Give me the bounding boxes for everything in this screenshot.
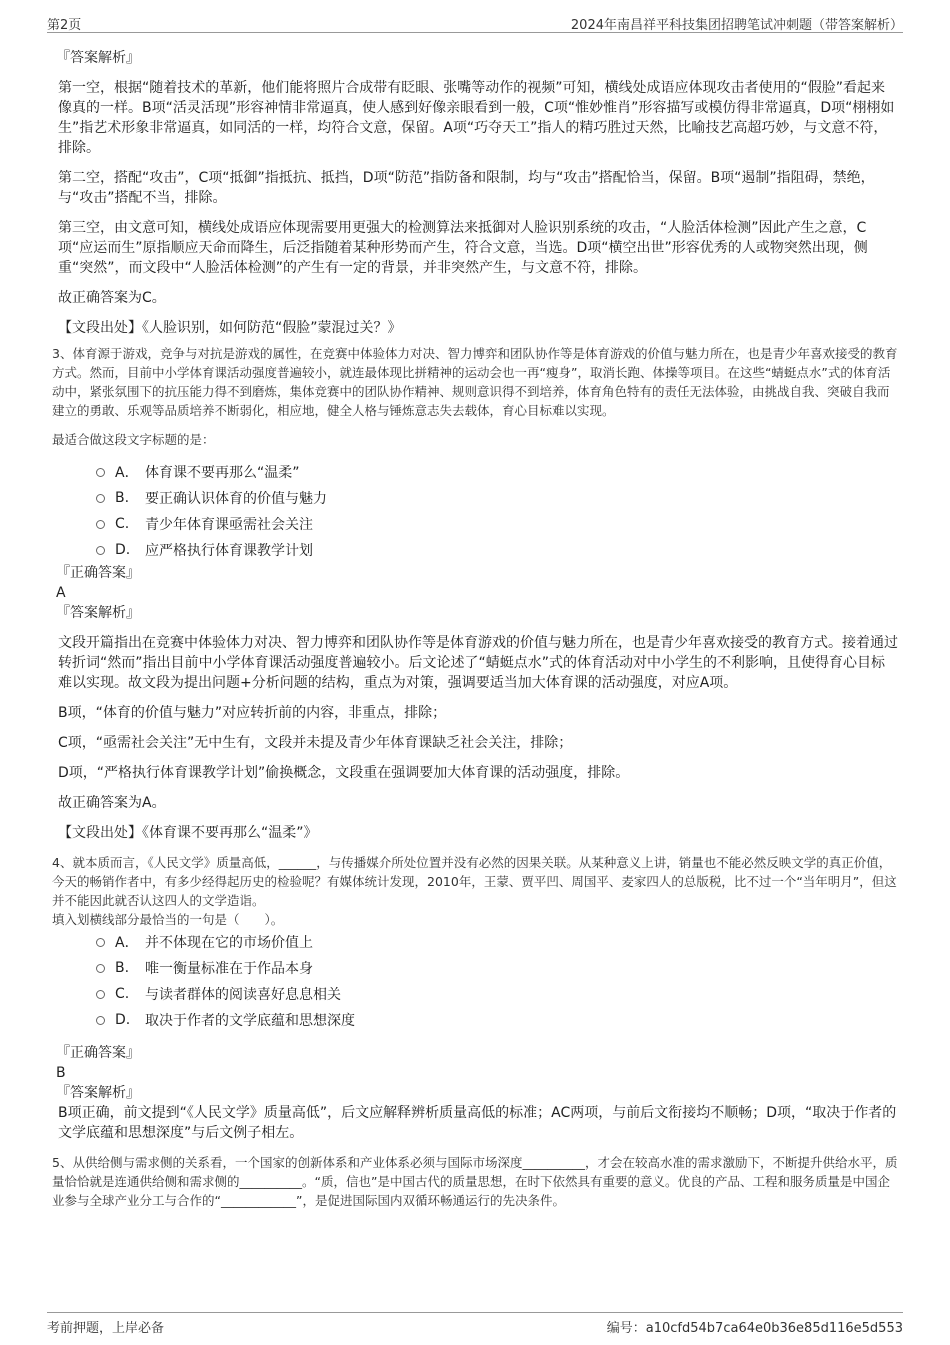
footer-slogan: 考前押题，上岸必备 (47, 1321, 165, 1336)
q3-analysis-label: 『答案解析』 (56, 605, 140, 621)
q4-analysis (58, 1103, 898, 1143)
q4-option-d[interactable] (96, 1007, 898, 1033)
q3-option-a[interactable] (96, 459, 898, 485)
q4-option-b[interactable] (96, 955, 898, 981)
option-letter: B. (115, 490, 130, 506)
option-letter: A． (115, 465, 139, 481)
q3-answer: A (56, 585, 66, 601)
option-text: 取决于作者的文学底蕴和思想深度 (145, 1013, 355, 1029)
q3-option-b[interactable] (96, 485, 898, 511)
option-letter: B. (115, 960, 130, 976)
option-text: 唯一衡量标准在于作品本身 (145, 961, 313, 977)
q4-stem (52, 853, 898, 929)
q4-stem-after: ，与传播媒介所处位置并没有必然的因果关联。从某种意义上讲，销量也不能必然反映文学的真正价值，今天的畅销作者中，有多少经得起历史的检验呢？有媒体统计发现，2010年，王蒙、贾平凹、周国平、麦家四人的总版税，比不过一个“当年明月”，但这并不能因此就否认这四人的文学造诣。 (52, 855, 897, 908)
option-text: 应严格执行体育课教学计划 (145, 543, 313, 559)
q2-analysis (58, 78, 898, 338)
radio-icon[interactable] (96, 468, 105, 477)
q4-analysis-label: 『答案解析』 (56, 1085, 140, 1101)
page-number: 第2页 (47, 18, 82, 33)
q3-stem-text: 3、体育源于游戏，竞争与对抗是游戏的属性，在竞赛中体验体力对决、智力博弈和团队协作等是体育游戏的价值与魅力所在，也是青少年喜欢接受的教育方式。然而，目前中小学体育课活动强度普遍较小，就连最体现比拼精神的运动会也一再“瘦身”，取消长跑、体操等项目。在这些“蜻蜓点水”式的体育活动中，紧张氛围下的抗压能力得不到磨炼，集体竞赛中的团队协作精神、规则意识得不到培养，体育角色特有的责任无法体验，由挑战自我、突破自我而建立的勇敢、乐观等品质培养不断弱化，相应地，健全人格与锤炼意志失去载体，育心目标难以实现。 (52, 346, 898, 418)
radio-icon[interactable] (96, 990, 105, 999)
q3-option-d[interactable] (96, 537, 898, 563)
option-letter: C. (115, 516, 130, 532)
q4-answer-label: 『正确答案』 (56, 1045, 140, 1061)
q5-part2: ，才会在较高水准的需求激励下，不断提升供给水平，质量恰恰就是连通供给侧和需求侧的 (52, 1155, 898, 1189)
q4-prompt: 填入划横线部分最恰当的一句是（ ）。 (52, 912, 284, 927)
q4-option-c[interactable] (96, 981, 898, 1007)
page-header (47, 12, 903, 33)
radio-icon[interactable] (96, 938, 105, 947)
q3-source: 【文段出处】《体育课不要再那么“温柔”》 (58, 825, 318, 841)
option-text: 要正确认识体育的价值与魅力 (145, 491, 327, 507)
page-content (52, 48, 898, 1210)
q3-conclusion: 故正确答案为A。 (58, 795, 166, 811)
q3-prompt: 最适合做这段文字标题的是： (52, 432, 215, 447)
q5-blank1: __________ (522, 1155, 585, 1170)
q2-analysis-para2: 第二空，搭配“攻击”，C项“抵御”指抵抗、抵挡，D项“防范”指防备和限制，均与“攻击”搭配恰当，保留。B项“遏制”指阻碍，禁绝，与“攻击”搭配不当，排除。 (58, 170, 875, 206)
q2-source: 【文段出处】《人脸识别，如何防范“假脸”蒙混过关？》 (58, 320, 402, 336)
q3-analysis (58, 633, 898, 843)
q4-answer: B (56, 1065, 66, 1081)
radio-icon[interactable] (96, 494, 105, 503)
page-footer (47, 1312, 903, 1335)
q4-stem-before: 4、就本质而言，《人民文学》质量高低， (52, 855, 279, 870)
option-letter: A． (115, 935, 139, 951)
option-text: 青少年体育课亟需社会关注 (145, 517, 313, 533)
q3-analysis-para2: B项，“体育的价值与魅力”对应转折前的内容，非重点，排除； (58, 705, 447, 721)
option-letter: D. (115, 1012, 131, 1028)
document-id: 编号：a10cfd54b7ca64e0b36e85d116e5d553 (606, 1321, 903, 1336)
q4-option-a[interactable] (96, 929, 898, 955)
option-text: 并不体现在它的市场价值上 (145, 935, 313, 951)
q5-part4: ”，是促进国际国内双循环畅通运行的先决条件。 (295, 1193, 565, 1208)
q5-part3: 。“质，信也”是中国古代的质量思想，在时下依然具有重要的意义。优良的产品、工程和服务质量是中国企业参与全球产业分工与合作的“ (52, 1174, 890, 1208)
option-text: 体育课不要再那么“温柔” (145, 465, 300, 481)
option-letter: C. (115, 986, 130, 1002)
q4-options (96, 929, 898, 1033)
radio-icon[interactable] (96, 546, 105, 555)
q4-analysis-text: B项正确，前文提到“《人民文学》质量高低”，后文应解释辨析质量高低的标准；AC两项，与前后文衔接均不顺畅；D项，“取决于作者的文学底蕴和思想深度”与后文例子相左。 (58, 1105, 897, 1141)
radio-icon[interactable] (96, 520, 105, 529)
q2-conclusion: 故正确答案为C。 (58, 290, 166, 306)
q2-analysis-label: 『答案解析』 (56, 50, 140, 66)
q2-analysis-para3: 第三空，由文意可知，横线处成语应体现需要用更强大的检测算法来抵御对人脸识别系统的攻击，“人脸活体检测”因此产生之意，C项“应运而生”原指顺应天命而降生，后泛指随着某种形势而产生，符合文意，当选。D项“横空出世”形容优秀的人或物突然出现，侧重“突然”，而文段中“人脸活体检测”的产生有一定的背景，并非突然产生，与文意不符，排除。 (58, 220, 868, 276)
q5-part1: 5、从供给侧与需求侧的关系看，一个国家的创新体系和产业体系必须与国际市场深度 (52, 1155, 523, 1170)
q3-option-c[interactable] (96, 511, 898, 537)
document-title: 2024年南昌祥平科技集团招聘笔试冲刺题（带答案解析） (570, 18, 903, 33)
radio-icon[interactable] (96, 964, 105, 973)
option-letter: D. (115, 542, 131, 558)
q3-options (96, 459, 898, 563)
q5-stem (52, 1153, 898, 1210)
q3-analysis-para3: C项，“亟需社会关注”无中生有，文段并未提及青少年体育课缺乏社会关注，排除； (58, 735, 573, 751)
q3-answer-label: 『正确答案』 (56, 565, 140, 581)
q2-analysis-para1: 第一空，根据“随着技术的革新，他们能将照片合成带有眨眼、张嘴等动作的视频”可知，横线处成语应体现攻击者使用的“假脸”看起来像真的一样。B项“活灵活现”形容神情非常逼真，使人感到好像亲眼看到一般，C项“惟妙惟肖”形容描写或模仿得非常逼真，D项“栩栩如生”指艺术形象非常逼真，如同活的一样，均符合文意，保留。A项“巧夺天工”指人的精巧胜过天然，比喻技艺高超巧妙，与文意不符，排除。 (58, 80, 895, 156)
q3-analysis-para1: 文段开篇指出在竞赛中体验体力对决、智力博弈和团队协作等是体育游戏的价值与魅力所在，也是青少年喜欢接受的教育方式。接着通过转折词“然而”指出目前中小学体育课活动强度普遍较小。后文论述了“蜻蜓点水”式的体育活动对中小学生的不利影响，且使得育心目标难以实现。故文段为提出问题+分析问题的结构，重点为对策，强调要适当加大体育课的活动强度，对应A项。 (58, 635, 898, 691)
q3-analysis-para4: D项，“严格执行体育课教学计划”偷换概念，文段重在强调要加大体育课的活动强度，排除。 (58, 765, 630, 781)
q5-blank3: ____________ (220, 1193, 296, 1208)
q5-blank2: __________ (239, 1174, 303, 1189)
q3-stem (52, 344, 898, 449)
option-text: 与读者群体的阅读喜好息息相关 (145, 987, 341, 1003)
q4-stem-blank: ______ (278, 855, 317, 870)
radio-icon[interactable] (96, 1016, 105, 1025)
